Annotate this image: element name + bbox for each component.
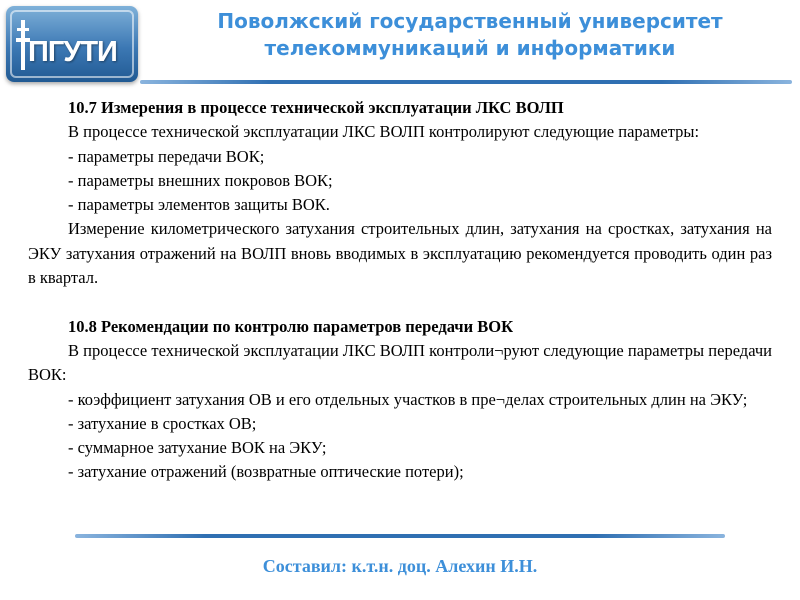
author-credit: Составил: к.т.н. доц. Алехин И.Н. bbox=[262, 556, 538, 576]
list-item: - затухание в сростках ОВ; bbox=[68, 413, 257, 433]
footer-divider bbox=[75, 534, 725, 538]
header-title-line2: телекоммуникаций и информатики bbox=[264, 36, 676, 60]
blank-line bbox=[28, 290, 772, 314]
section-heading-10-7: 10.7 Измерения в процессе технической эксплуатации ЛКС ВОЛП bbox=[68, 98, 564, 117]
section-paragraph: Измерение километрического затухания строительных длин, затухания на сростках, затухания на ЭКУ затухания отражений на ВОЛП вновь вводимых в эксплуатацию рекомендуется проводить один раз в квартал. bbox=[28, 219, 772, 288]
list-item: - коэффициент затухания ОВ и его отдельных участков в пре¬делах строительных длин на ЭКУ; bbox=[68, 389, 748, 409]
section-intro: В процессе технической эксплуатации ЛКС ВОЛП контроли¬руют следующие параметры передачи ВОК: bbox=[28, 340, 772, 385]
list-item: - параметры передачи ВОК; bbox=[68, 146, 265, 166]
header-divider bbox=[140, 80, 792, 84]
slide-content bbox=[28, 96, 772, 485]
section-heading-10-8: 10.8 Рекомендации по контролю параметров передачи ВОК bbox=[68, 316, 514, 336]
header-title-line1: Поволжский государственный университет bbox=[217, 9, 723, 33]
list-item: - суммарное затухание ВОК на ЭКУ; bbox=[68, 438, 327, 458]
logo-text: ПГУТИ bbox=[28, 36, 117, 68]
list-item: - параметры внешних покровов ВОК; bbox=[68, 170, 333, 190]
list-item: - затухание отражений (возвратные оптические потери); bbox=[68, 462, 464, 482]
university-logo bbox=[6, 6, 138, 82]
list-item: - параметры элементов защиты ВОК. bbox=[68, 195, 330, 215]
page-header bbox=[150, 8, 790, 62]
section-intro: В процессе технической эксплуатации ЛКС ВОЛП контролируют следующие параметры: bbox=[68, 122, 700, 142]
